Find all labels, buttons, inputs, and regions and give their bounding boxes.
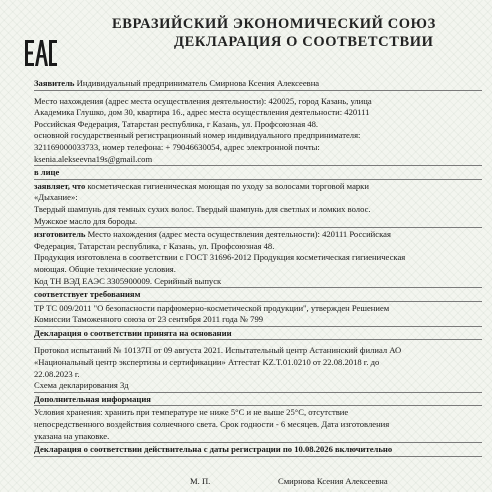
declares-line: Твердый шампунь для темных сухих волос. Твердый шампунь для светлых и ломких волос. — [34, 203, 371, 214]
declares-text: косметическая гигиеническая моющая по уходу за волосами торговой марки — [85, 180, 369, 191]
manufacturer-line: Федерация, Татарстан республика, г Казань, ул. Профсоюзная 48. — [34, 240, 275, 251]
applicant-address-line: Российская Федерация, Татарстан республика, г Казань, ул. Профсоюзная 48. — [34, 118, 319, 129]
requirements-line: Комиссии Таможенного союза от 23 сентября 2011 года № 799 — [34, 314, 482, 327]
applicant-label: Заявитель — [34, 78, 75, 88]
basis-line: «Национальный центр экспертизы и сертификации» Аттестат KZ.T.01.0210 от 22.08.2018 г. до — [34, 357, 380, 368]
applicant-name: Индивидуальный предприниматель Смирнова Ксения Алексеевна — [74, 78, 320, 88]
validity-text: Декларация о соответствии действительна с даты регистрации по 10.08.2026 включительно — [34, 444, 482, 457]
applicant-email: ksenia.alekseevna19s@gmail.com — [34, 154, 482, 167]
basis-label: Декларация о соответствии принята на основании — [34, 328, 482, 341]
basis-line: 22.08.2023 г. — [34, 368, 80, 379]
manufacturer-line: Код ТН ВЭД ЕАЭС 3305900009. Серийный выпуск — [34, 276, 482, 289]
title-declaration: ДЕКЛАРАЦИЯ О СООТВЕТСТВИИ — [174, 34, 434, 50]
applicant-address-line: Академика Глушко, дом 30, квартира 16., адрес места осуществления деятельности: 420111 — [34, 107, 370, 118]
manufacturer-text: Место нахождения (адрес места осуществления деятельности): 420111 Российская — [85, 229, 391, 240]
applicant-address-line: Место нахождения (адрес места осуществления деятельности): 420025, город Казань, улица — [34, 95, 372, 106]
requirements-line: ТР ТС 009/2011 "О безопасности парфюмерно-косметической продукции", утвержден Решением — [34, 302, 390, 313]
additional-line: непосредственного воздействия солнечного света. Срок годности - 6 месяцев. Дата изготовления — [34, 419, 390, 430]
requirements-label: соответствует требованиям — [34, 289, 482, 302]
basis-line: Схема декларирования 3д — [34, 380, 482, 393]
declares-label: заявляет, что — [34, 180, 86, 191]
title-union: ЕВРАЗИЙСКИЙ ЭКОНОМИЧЕСКИЙ СОЮЗ — [112, 16, 436, 32]
signer-name: Смирнова Ксения Алексеевна — [278, 476, 388, 486]
applicant-address-line: основной государственный регистрационный номер индивидуального предпринимателя: — [34, 130, 361, 141]
stamp-place-label: М. П. — [190, 476, 211, 486]
header — [34, 6, 482, 78]
in-person-label: в лице — [34, 167, 482, 180]
manufacturer-row — [34, 229, 482, 241]
basis-line: Протокол испытаний № 10137П от 09 августа 2021. Испытательный центр Астанинский филиал АО — [34, 345, 402, 356]
declares-line: Мужское масло для бороды. — [34, 216, 482, 229]
additional-line: Условия хранения: хранить при температуре не ниже 5°С и не выше 25°С, отсутствие — [34, 407, 349, 418]
manufacturer-line: моющая. Общие технические условия. — [34, 263, 176, 274]
additional-line: указана на упаковке. — [34, 431, 482, 444]
declares-row — [34, 181, 482, 193]
signature-row — [0, 474, 492, 488]
declares-line: «Дыхание»: — [34, 192, 78, 203]
additional-label: Дополнительная информация — [34, 394, 482, 407]
declaration-body — [34, 78, 482, 457]
applicant-row — [34, 78, 482, 91]
applicant-address-line: 321169000033733, номер телефона: + 79046630054, адрес электронной почты: — [34, 141, 320, 152]
manufacturer-line: Продукция изготовлена в соответствии с ГОСТ 31696-2012 Продукция косметическая гигиеническая — [34, 252, 406, 263]
eac-logo-icon — [24, 38, 58, 68]
manufacturer-label: изготовитель — [34, 229, 86, 240]
